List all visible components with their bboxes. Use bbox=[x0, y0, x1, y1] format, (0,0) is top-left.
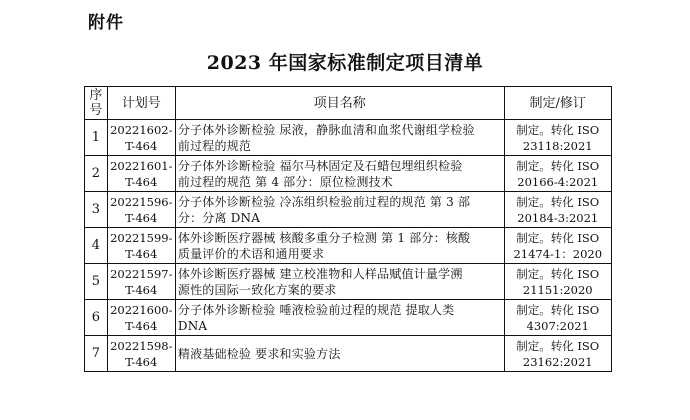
row-type-line1: 制定。转化 ISO bbox=[516, 266, 600, 281]
row-plan-line2: T-464 bbox=[125, 138, 158, 153]
row-name-line2: 分：分离 DNA bbox=[177, 210, 261, 225]
header-type: 制定/修订 bbox=[504, 87, 612, 120]
row-plan-line2: T-464 bbox=[125, 354, 158, 369]
table-row bbox=[85, 336, 612, 372]
row-number bbox=[85, 264, 108, 300]
row-number-text: 7 bbox=[91, 345, 100, 361]
header-plan-number: 计划号 bbox=[107, 87, 175, 120]
row-plan-number bbox=[107, 336, 175, 372]
row-number-text: 6 bbox=[91, 309, 100, 325]
row-plan-line1: 20221599- bbox=[110, 230, 173, 245]
row-name-line1: 体外诊断医疗器械 核酸多重分子检测 第 1 部分：核酸 bbox=[177, 230, 471, 245]
row-type-line2: 21151:2020 bbox=[522, 282, 593, 297]
row-name-line1: 分子体外诊断检验 福尔马林固定及石蜡包埋组织检验 bbox=[177, 158, 463, 173]
row-plan-line2: T-464 bbox=[125, 282, 158, 297]
row-name-line1: 分子体外诊断检验 冷冻组织检验前过程的规范 第 3 部 bbox=[177, 194, 471, 209]
table-row bbox=[85, 264, 612, 300]
row-project-name bbox=[175, 264, 504, 300]
row-plan-line1: 20221597- bbox=[110, 266, 173, 281]
row-project-name bbox=[175, 120, 504, 156]
row-type-line1: 制定。转化 ISO bbox=[516, 302, 600, 317]
row-number bbox=[85, 192, 108, 228]
row-type-line1: 制定。转化 ISO bbox=[516, 230, 600, 245]
row-plan-number bbox=[107, 264, 175, 300]
row-number-text: 4 bbox=[91, 237, 100, 253]
row-type-line2: 23162:2021 bbox=[522, 354, 593, 369]
row-plan-number bbox=[107, 120, 175, 156]
row-project-name bbox=[175, 156, 504, 192]
attachment-label: 附件 bbox=[88, 13, 124, 33]
header-number-line2: 号 bbox=[89, 103, 103, 118]
table-row bbox=[85, 120, 612, 156]
row-name-line2: DNA bbox=[177, 318, 208, 333]
row-type-line2: 21474-1：2020 bbox=[513, 246, 603, 261]
row-type bbox=[504, 264, 612, 300]
header-number-line1: 序 bbox=[89, 88, 103, 103]
row-name-line1: 精液基础检验 要求和实验方法 bbox=[177, 346, 341, 361]
row-type-line1: 制定。转化 ISO bbox=[516, 194, 600, 209]
header-project-name: 项目名称 bbox=[175, 87, 504, 120]
row-name-line1: 分子体外诊断检验 唾液检验前过程的规范 提取人类 bbox=[177, 302, 455, 317]
row-plan-line2: T-464 bbox=[125, 210, 158, 225]
row-type bbox=[504, 300, 612, 336]
row-plan-number bbox=[107, 300, 175, 336]
row-number bbox=[85, 120, 108, 156]
row-plan-line1: 20221602- bbox=[110, 122, 173, 137]
row-project-name bbox=[175, 336, 504, 372]
row-plan-line2: T-464 bbox=[125, 318, 158, 333]
row-name-line2: 源性的国际一致化方案的要求 bbox=[177, 282, 337, 297]
table-row bbox=[85, 228, 612, 264]
row-type bbox=[504, 192, 612, 228]
row-type bbox=[504, 228, 612, 264]
row-type-line2: 20184-3:2021 bbox=[517, 210, 599, 225]
row-name-line2: 前过程的规范 bbox=[177, 138, 252, 153]
row-number bbox=[85, 228, 108, 264]
row-type bbox=[504, 336, 612, 372]
row-number bbox=[85, 336, 108, 372]
row-plan-line2: T-464 bbox=[125, 246, 158, 261]
row-plan-number bbox=[107, 228, 175, 264]
row-plan-number bbox=[107, 192, 175, 228]
row-type-line1: 制定。转化 ISO bbox=[516, 158, 600, 173]
row-plan-line1: 20221600- bbox=[110, 302, 173, 317]
table-row bbox=[85, 156, 612, 192]
row-type-line2: 4307:2021 bbox=[526, 318, 589, 333]
table-row bbox=[85, 300, 612, 336]
row-plan-line1: 20221601- bbox=[110, 158, 173, 173]
row-number-text: 2 bbox=[91, 165, 100, 181]
row-name-line1: 体外诊断医疗器械 建立校准物和人样品赋值计量学溯 bbox=[177, 266, 463, 281]
row-plan-line1: 20221598- bbox=[110, 338, 173, 353]
row-plan-line2: T-464 bbox=[125, 174, 158, 189]
row-type bbox=[504, 156, 612, 192]
row-plan-number bbox=[107, 156, 175, 192]
row-name-line2: 前过程的规范 第 4 部分：原位检测技术 bbox=[177, 174, 393, 189]
row-name-line1: 分子体外诊断检验 尿液，静脉血清和血浆代谢组学检验 bbox=[177, 122, 475, 137]
row-type-line2: 23118:2021 bbox=[522, 138, 593, 153]
row-project-name bbox=[175, 228, 504, 264]
row-number bbox=[85, 300, 108, 336]
row-project-name bbox=[175, 192, 504, 228]
row-plan-line1: 20221596- bbox=[110, 194, 173, 209]
row-number-text: 5 bbox=[91, 273, 100, 289]
row-number bbox=[85, 156, 108, 192]
row-type-line1: 制定。转化 ISO bbox=[516, 338, 600, 353]
row-number-text: 1 bbox=[91, 129, 100, 145]
document-title: 2023 年国家标准制定项目清单 bbox=[206, 52, 484, 74]
project-list-table bbox=[84, 86, 612, 372]
row-type bbox=[504, 120, 612, 156]
row-name-line2: 质量评价的术语和通用要求 bbox=[177, 246, 325, 261]
row-number-text: 3 bbox=[91, 201, 100, 217]
row-type-line2: 20166-4:2021 bbox=[517, 174, 599, 189]
table-header-row bbox=[85, 87, 612, 120]
header-number bbox=[85, 87, 108, 120]
table-row bbox=[85, 192, 612, 228]
row-project-name bbox=[175, 300, 504, 336]
row-type-line1: 制定。转化 ISO bbox=[516, 122, 600, 137]
